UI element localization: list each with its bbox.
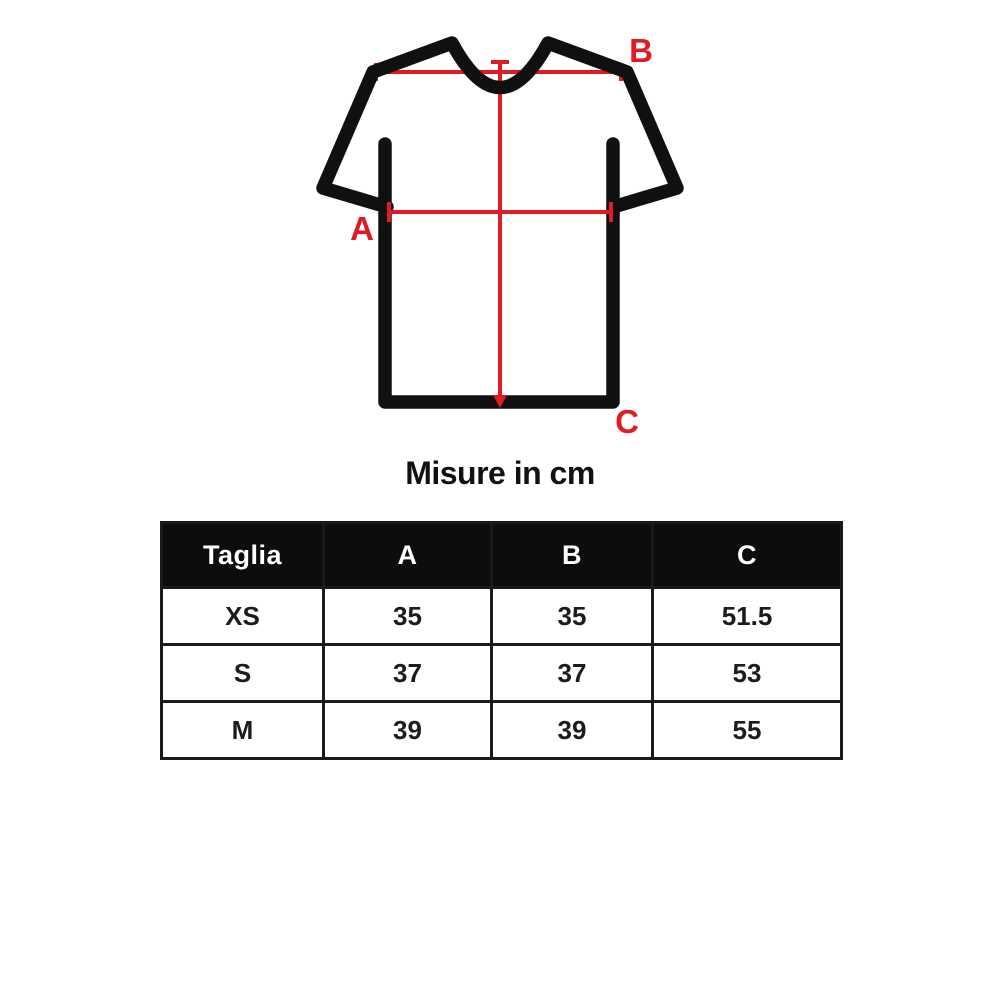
- size-cell: XS: [162, 588, 324, 645]
- size-cell: S: [162, 645, 324, 702]
- value-cell: 35: [324, 588, 492, 645]
- value-cell: 39: [324, 702, 492, 759]
- value-cell: 53: [653, 645, 842, 702]
- table-row-xs: [162, 588, 842, 645]
- value-cell: 37: [324, 645, 492, 702]
- value-cell: 37: [492, 645, 653, 702]
- value-cell: 39: [492, 702, 653, 759]
- page-title: Misure in cm: [405, 455, 595, 491]
- size-table: [160, 521, 843, 760]
- table-header-row: [162, 523, 842, 588]
- tshirt-measurement-diagram: [0, 0, 1000, 460]
- label-b: B: [629, 32, 653, 69]
- col-header-b: B: [492, 523, 653, 588]
- value-cell: 55: [653, 702, 842, 759]
- label-c: C: [615, 403, 639, 440]
- table-row-m: [162, 702, 842, 759]
- label-a: A: [350, 210, 374, 247]
- col-header-a: A: [324, 523, 492, 588]
- col-header-c: C: [653, 523, 842, 588]
- value-cell: 51.5: [653, 588, 842, 645]
- table-row-s: [162, 645, 842, 702]
- col-header-taglia: Taglia: [162, 523, 324, 588]
- measure-line-c: [491, 62, 509, 400]
- value-cell: 35: [492, 588, 653, 645]
- size-cell: M: [162, 702, 324, 759]
